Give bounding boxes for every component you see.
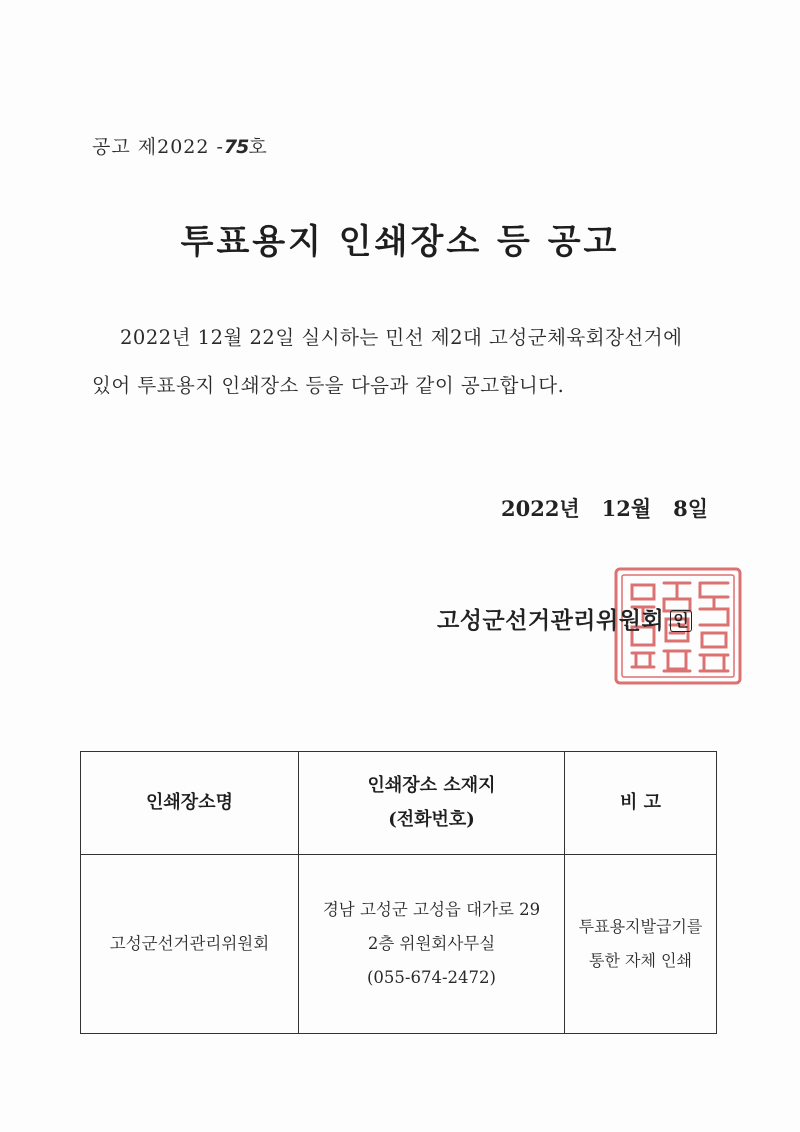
notice-number (92, 132, 268, 159)
notice-body (92, 314, 732, 410)
table-cell-note: 투표용지발급기를 통한 자체 인쇄 (565, 855, 717, 1034)
notice-date: 2022년 12월 8일 (500, 496, 708, 521)
printing-location-table (80, 751, 717, 1034)
table-cell-address: 경남 고성군 고성읍 대가로 29 2층 위원회사무실 (055-674-2472) (299, 855, 565, 1034)
table-cell-name: 고성군선거관리위원회 (81, 855, 299, 1034)
table-row (81, 855, 717, 1034)
table-header-row (81, 752, 717, 855)
table-header-name: 인쇄장소명 (81, 752, 299, 855)
notice-number-suffix: 호 (248, 136, 268, 158)
notice-body-line-1: 2022년 12월 22일 실시하는 민선 제2대 고성군체육회장선거에 (120, 326, 683, 349)
table-header-address: 인쇄장소 소재지 (전화번호) (299, 752, 565, 855)
notice-number-prefix: 공고 제2022 - (92, 136, 224, 158)
notice-number-handwritten: 75 (223, 136, 249, 158)
table-header-note: 비 고 (565, 752, 717, 855)
issuing-authority (437, 602, 692, 635)
seal-mark: 인 (670, 610, 692, 632)
page-title: 투표용지 인쇄장소 등 공고 (180, 222, 620, 262)
issuing-authority-name: 고성군선거관리위원회 (437, 607, 665, 634)
notice-body-line-2: 있어 투표용지 인쇄장소 등을 다음과 같이 공고합니다. (92, 374, 565, 397)
